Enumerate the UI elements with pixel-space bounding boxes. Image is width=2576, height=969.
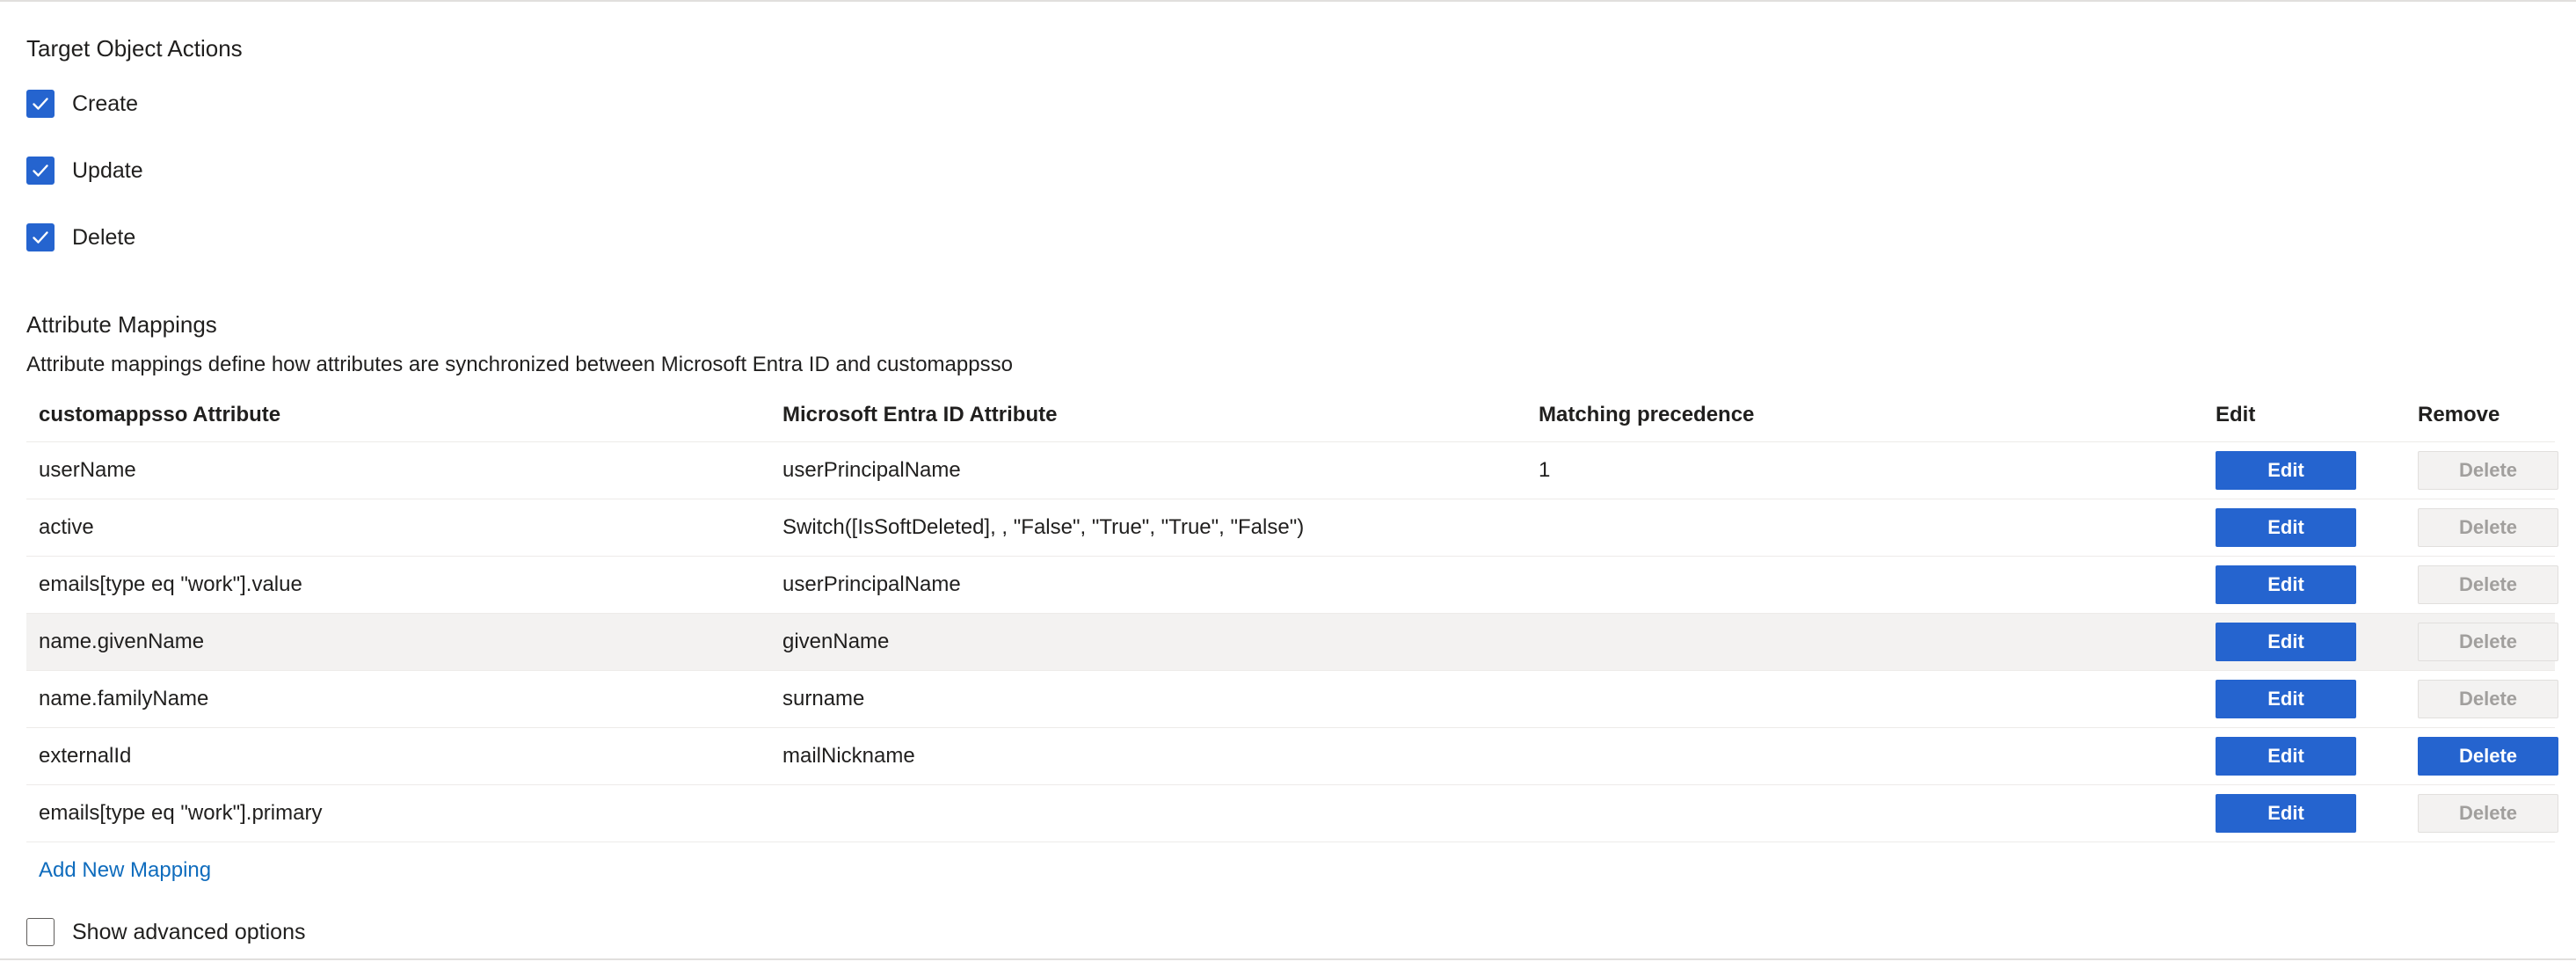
show-advanced-options-label: Show advanced options — [72, 920, 306, 944]
edit-button[interactable]: Edit — [2216, 680, 2356, 718]
table-row[interactable] — [26, 671, 2555, 728]
cell-matching-precedence: 1 — [1539, 442, 2216, 499]
attribute-mappings-section — [26, 310, 2558, 946]
target-object-actions-list — [26, 86, 2558, 255]
delete-button: Delete — [2418, 451, 2558, 490]
attribute-mappings-description: Attribute mappings define how attributes are synchronized between Microsoft Entra ID and customappsso — [26, 353, 1013, 376]
cell-matching-precedence — [1539, 499, 2216, 557]
checkbox-row-update[interactable] — [26, 153, 2558, 188]
column-header-customappsso-attribute: customappsso Attribute — [39, 403, 281, 426]
cell-customappsso-attribute: userName — [26, 442, 782, 499]
edit-button[interactable]: Edit — [2216, 623, 2356, 661]
cell-entra-attribute: userPrincipalName — [782, 442, 1539, 499]
cell-matching-precedence — [1539, 671, 2216, 728]
edit-button[interactable]: Edit — [2216, 794, 2356, 833]
delete-button: Delete — [2418, 623, 2558, 661]
cell-remove — [2418, 442, 2555, 499]
column-header-entra-attribute: Microsoft Entra ID Attribute — [782, 403, 1058, 426]
delete-button[interactable]: Delete — [2418, 737, 2558, 776]
checkbox-create-icon[interactable] — [26, 90, 55, 118]
bottom-divider — [0, 958, 2576, 960]
cell-customappsso-attribute: externalId — [26, 728, 782, 785]
cell-remove — [2418, 671, 2555, 728]
cell-customappsso-attribute: emails[type eq "work"].primary — [26, 785, 782, 842]
cell-edit — [2216, 671, 2418, 728]
checkbox-create-label: Create — [72, 91, 139, 116]
cell-edit — [2216, 614, 2418, 671]
cell-entra-attribute: mailNickname — [782, 728, 1539, 785]
cell-customappsso-attribute: name.givenName — [26, 614, 782, 671]
cell-remove — [2418, 728, 2555, 785]
checkbox-row-delete[interactable] — [26, 220, 2558, 255]
cell-remove — [2418, 614, 2555, 671]
attribute-mappings-table — [26, 394, 2555, 842]
column-header-edit: Edit — [2216, 403, 2256, 426]
table-row[interactable] — [26, 614, 2555, 671]
cell-edit — [2216, 442, 2418, 499]
table-row[interactable] — [26, 557, 2555, 614]
cell-matching-precedence — [1539, 557, 2216, 614]
cell-edit — [2216, 557, 2418, 614]
checkbox-delete-label: Delete — [72, 225, 136, 250]
cell-entra-attribute: userPrincipalName — [782, 557, 1539, 614]
column-header-matching-precedence: Matching precedence — [1539, 403, 1755, 426]
table-header-row — [26, 394, 2555, 442]
table-row[interactable] — [26, 499, 2555, 557]
cell-edit — [2216, 785, 2418, 842]
edit-button[interactable]: Edit — [2216, 565, 2356, 604]
delete-button: Delete — [2418, 508, 2558, 547]
edit-button[interactable]: Edit — [2216, 737, 2356, 776]
cell-customappsso-attribute: emails[type eq "work"].value — [26, 557, 782, 614]
checkbox-update-label: Update — [72, 158, 143, 183]
delete-button: Delete — [2418, 794, 2558, 833]
cell-matching-precedence — [1539, 785, 2216, 842]
edit-button[interactable]: Edit — [2216, 508, 2356, 547]
cell-edit — [2216, 728, 2418, 785]
checkbox-update-icon[interactable] — [26, 157, 55, 185]
checkbox-delete-icon[interactable] — [26, 223, 55, 251]
show-advanced-options-row[interactable] — [26, 918, 2558, 946]
table-row[interactable] — [26, 442, 2555, 499]
cell-remove — [2418, 785, 2555, 842]
column-header-remove: Remove — [2418, 403, 2500, 426]
cell-entra-attribute: givenName — [782, 614, 1539, 671]
delete-button: Delete — [2418, 565, 2558, 604]
table-row[interactable] — [26, 728, 2555, 785]
cell-matching-precedence — [1539, 614, 2216, 671]
cell-matching-precedence — [1539, 728, 2216, 785]
cell-remove — [2418, 499, 2555, 557]
add-new-mapping-link[interactable]: Add New Mapping — [39, 858, 212, 882]
attribute-mappings-title: Attribute Mappings — [26, 311, 217, 338]
checkbox-row-create[interactable] — [26, 86, 2558, 121]
cell-remove — [2418, 557, 2555, 614]
target-object-actions-title: Target Object Actions — [26, 35, 243, 62]
cell-edit — [2216, 499, 2418, 557]
cell-customappsso-attribute: name.familyName — [26, 671, 782, 728]
cell-entra-attribute — [782, 785, 1539, 842]
edit-button[interactable]: Edit — [2216, 451, 2356, 490]
cell-entra-attribute: surname — [782, 671, 1539, 728]
checkbox-show-advanced-options-icon[interactable] — [26, 918, 55, 946]
table-row[interactable] — [26, 785, 2555, 842]
delete-button: Delete — [2418, 680, 2558, 718]
cell-entra-attribute: Switch([IsSoftDeleted], , "False", "True", "True", "False") — [782, 499, 1539, 557]
cell-customappsso-attribute: active — [26, 499, 782, 557]
